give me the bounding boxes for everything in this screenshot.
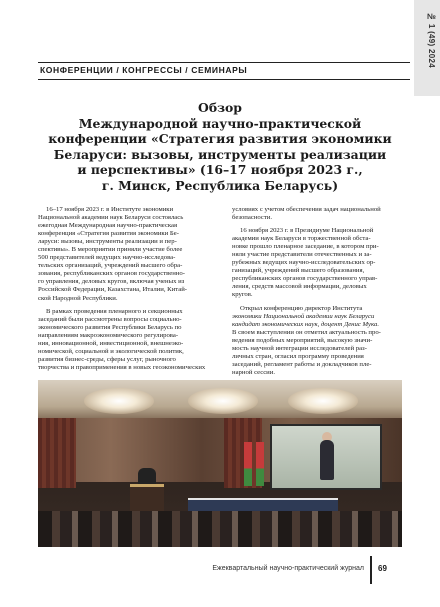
text-line: Открыл конференцию директор Института (240, 304, 363, 312)
audience (38, 511, 402, 547)
text-line: номической, социальной и экологической политик, (38, 347, 184, 355)
text-line: заседаний, регламент работы и докладчиков пле- (232, 360, 372, 368)
text-line: няли участие представители отечественных и за- (232, 251, 372, 259)
issue-tab (414, 0, 440, 96)
text-line: 16–17 ноября 2023 г. в Институте экономики (46, 206, 174, 213)
text-line: ларуси: вызовы, инструменты реализации и пер- (38, 238, 177, 246)
text-line: мость научной интеграции исследователей раз- (232, 344, 367, 352)
text-line: В своем выступлении он отметил актуальность про- (232, 328, 381, 336)
title-line: и перспективы» (16–17 ноября 2023 г., (77, 162, 363, 178)
text-line: 16 ноября 2023 г. в Президиуме Национальной (240, 227, 374, 235)
text-line: тельских организаций, учреждений высшего обра- (38, 262, 183, 270)
text-line: Российской Федерации, Казахстана, Италии, Китай- (38, 286, 188, 294)
speaker-on-screen-body (320, 440, 334, 480)
flag-icon (244, 442, 252, 486)
title-line: Международной научно-практической (78, 115, 362, 131)
text-line: новке прошло пленарное заседание, в котором при- (232, 243, 379, 251)
text-line: ежегодная Международная научно-практическая (38, 222, 178, 230)
text-line: ления, средств массовой информации, деловых (232, 283, 367, 291)
right-column (232, 206, 406, 377)
text-line: спективы». В мероприятии приняли участие более (38, 246, 183, 254)
text-line: творчества и правоприменения в новых геоэкономических (38, 363, 206, 371)
journal-footer: Ежеквартальный научно-практический журнал (212, 565, 364, 572)
text-line: личных стран, огласил программу проведения (232, 352, 364, 360)
article-title (40, 100, 400, 194)
flag-icon (256, 442, 264, 486)
chandelier-icon (288, 388, 358, 414)
text-line: зования, республиканских органов государственно- (38, 270, 185, 278)
text-line: заседаний были рассмотрены вопросы социально- (38, 315, 182, 323)
left-column (38, 206, 212, 372)
text-line: нарной сессии. (232, 368, 276, 376)
title-line: г. Минск, Республика Беларусь) (101, 177, 339, 193)
footer-divider (370, 556, 372, 584)
text-line: ганизаций, учреждений высшего образования, (232, 267, 365, 275)
text-line: ской Народной Республики. (38, 294, 118, 302)
text-line: безопасности. (232, 214, 273, 222)
text-line: ведения подобных мероприятий, высокую значи- (232, 336, 373, 344)
text-line: кандидат экономических наук, доцент Денис Мука. (232, 320, 379, 328)
text-line: республиканских органов государственного управ- (232, 275, 378, 283)
projection-screen (270, 424, 382, 490)
text-line: кругов. (232, 291, 253, 299)
text-line: экономики Национальной академии наук Беларуси (232, 312, 375, 320)
chandelier-icon (188, 388, 258, 414)
conference-photo (38, 380, 402, 547)
text-line: В рамках проведения пленарного и секционных (46, 307, 183, 315)
section-label: КОНФЕРЕНЦИИ / КОНГРЕССЫ / СЕМИНАРЫ (40, 65, 248, 75)
text-line: направлениям макроэкономического регулирова- (38, 331, 179, 339)
curtain (38, 418, 76, 488)
text-line: экономического развития Республики Беларусь по (38, 323, 182, 331)
chandelier-icon (84, 388, 154, 414)
text-line: академии наук Беларуси в торжественной обста- (232, 235, 371, 243)
text-line: условиях с учетом обеспечения задач национальной (232, 206, 381, 213)
title-line: конференции «Стратегия развития экономики (48, 131, 392, 147)
title-line: Беларуси: вызовы, инструменты реализации (53, 146, 387, 162)
text-line: развития бизнес-среды, сферы услуг, рыночного (38, 355, 176, 363)
text-line: рубежных ведущих научно-исследовательских ор- (232, 259, 376, 267)
text-line: Национальной академии наук Беларуси состоялась (38, 214, 184, 222)
text-line: ния, инновационной, инвестиционной, внешнеэко- (38, 339, 184, 347)
text-line: го управления, деловых кругов, включая ученых из (38, 278, 185, 286)
text-line: 500 представителей ведущих научно-исследова- (38, 254, 176, 262)
text-line: конференция «Стратегия развития экономики Бе- (38, 230, 179, 238)
title-line: Обзор (198, 100, 242, 115)
section-header (38, 62, 410, 80)
issue-number: № 1 (49) 2024 (427, 12, 436, 69)
page-number: 69 (378, 564, 387, 573)
